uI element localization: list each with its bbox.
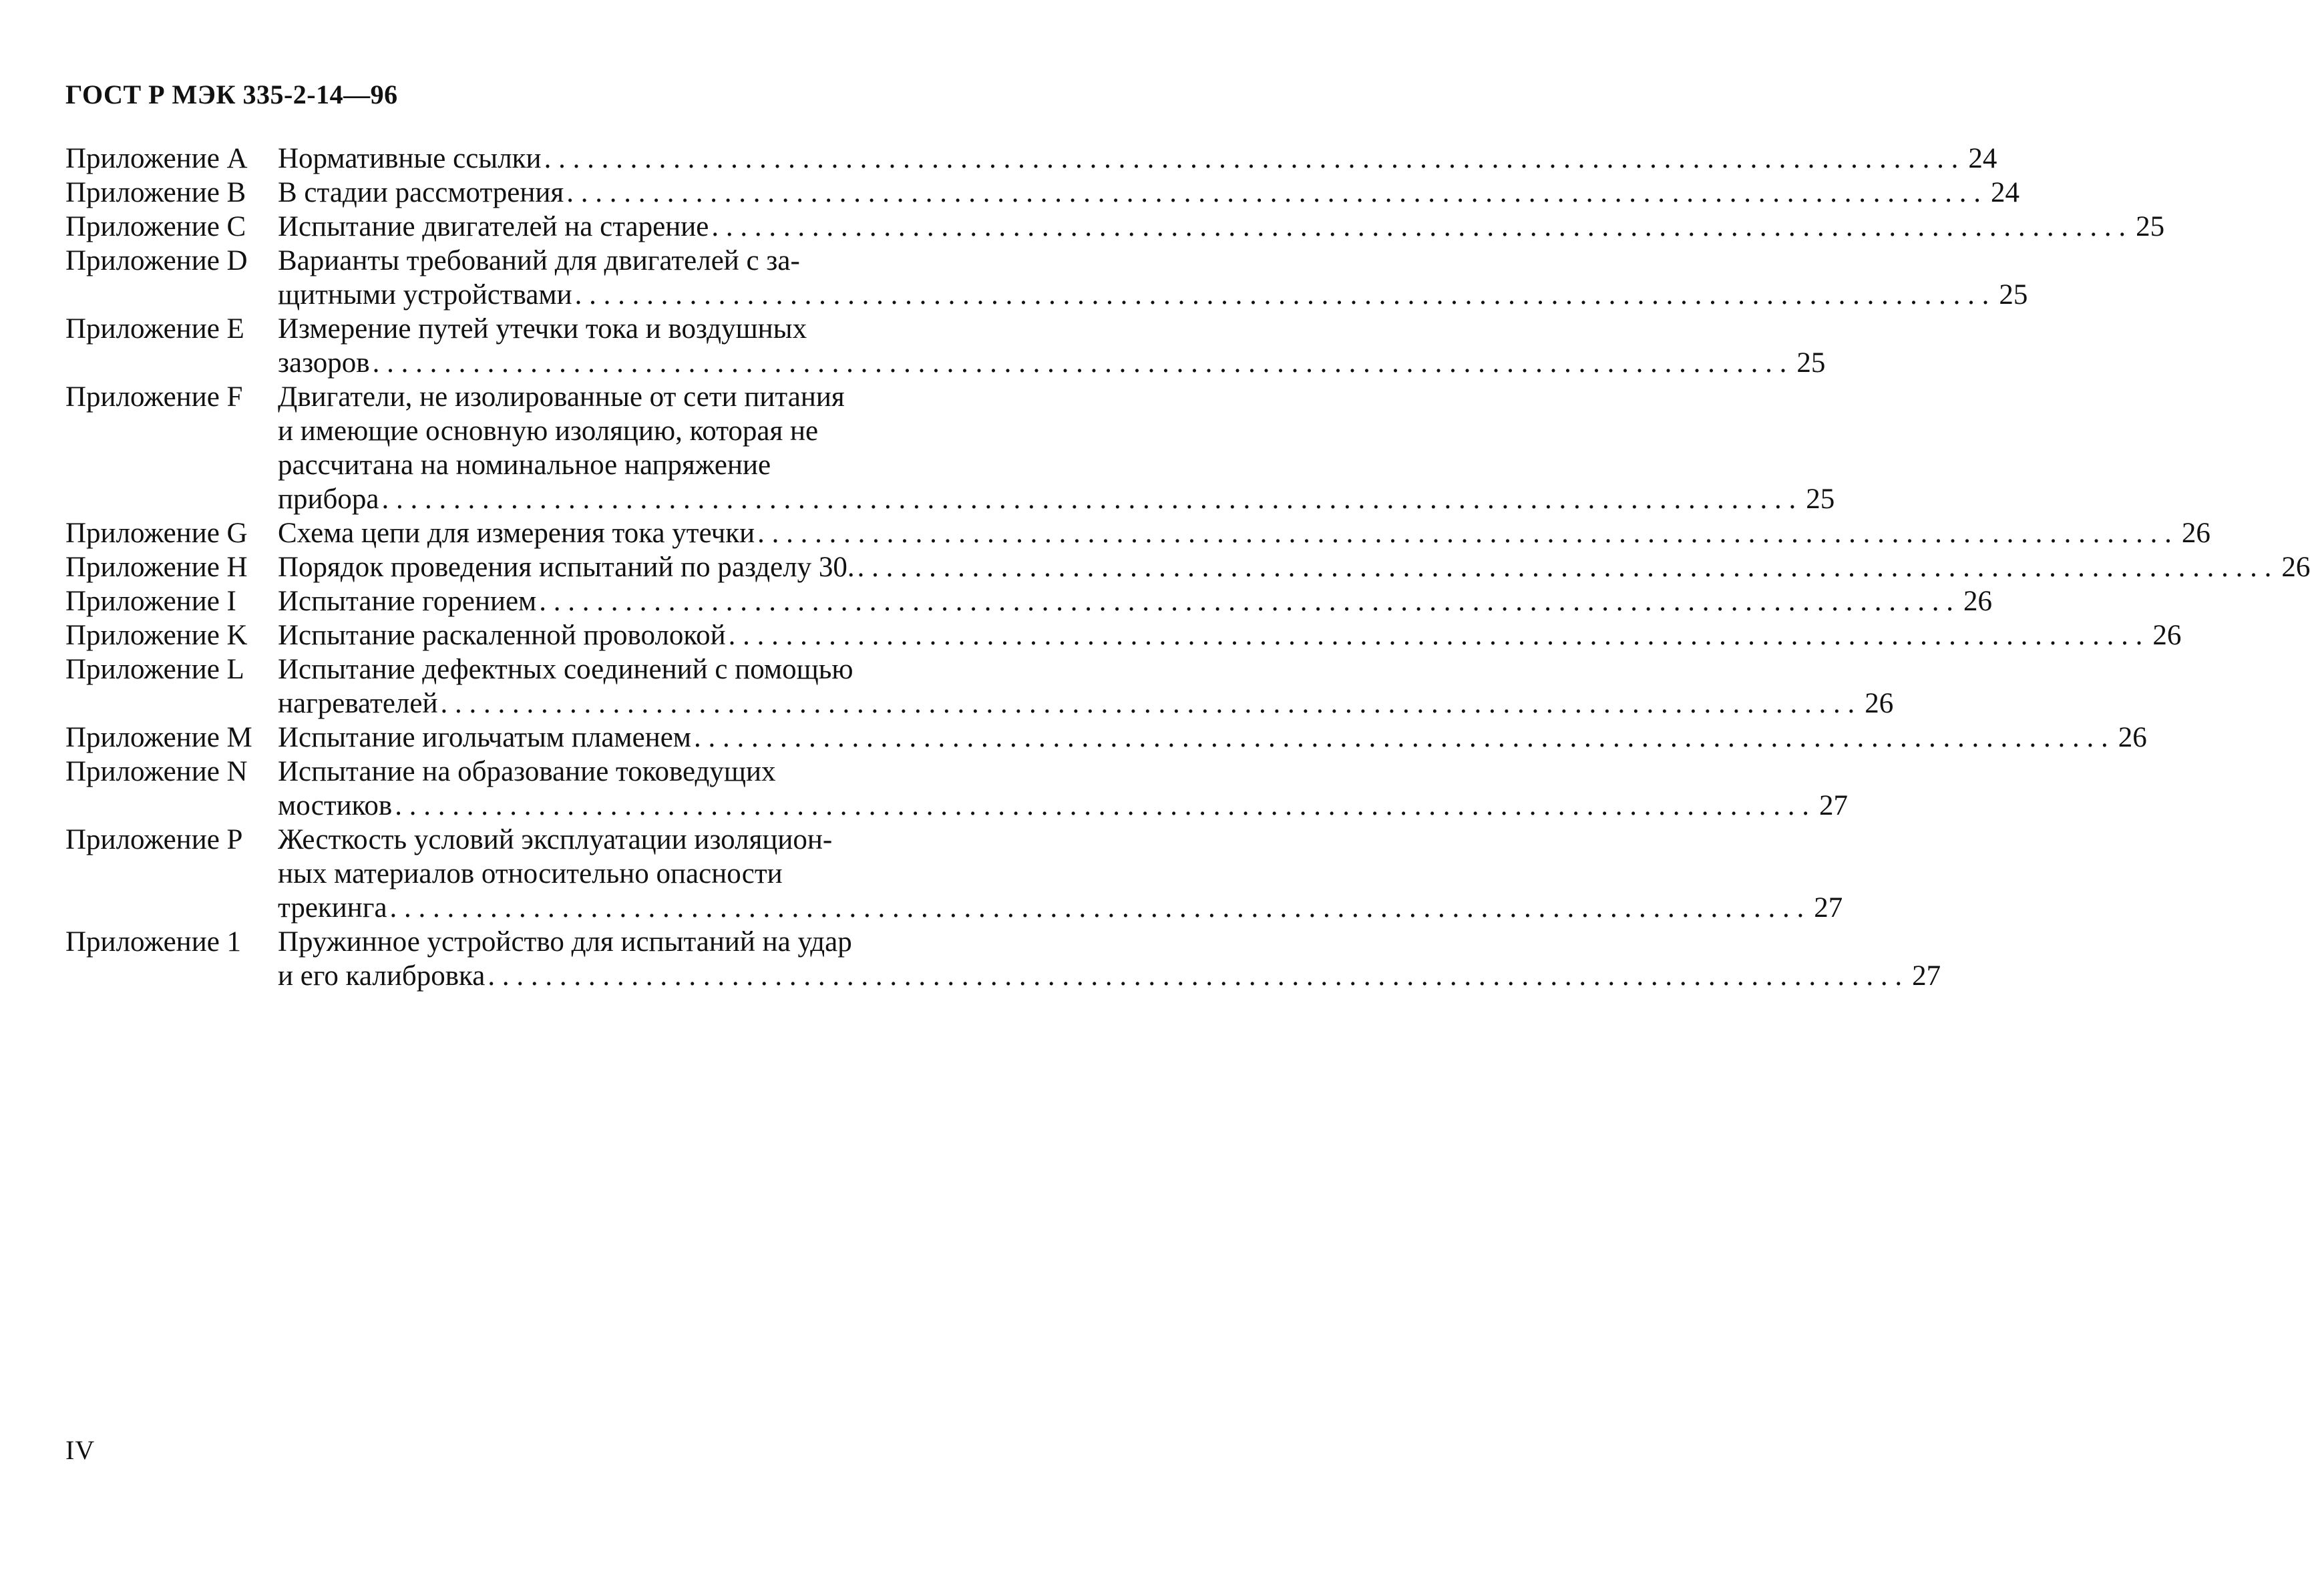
toc-entry-page: 25 — [1796, 347, 1826, 379]
toc-entry-title: В стадии рассмотрения — [278, 177, 564, 208]
toc-entry-title-line: Жесткость условий эксплуатации изоляцион- — [278, 824, 833, 855]
dot-leader — [711, 210, 2126, 244]
toc-entry-title-line: щитными устройствами — [278, 279, 572, 311]
toc-entry — [65, 652, 1894, 721]
toc-entry — [65, 312, 1826, 380]
toc-entry-label: Приложение G — [65, 518, 248, 549]
toc-entry-body — [278, 721, 2147, 755]
toc-entry-title-line: и его калибровка — [278, 960, 486, 992]
toc-entry-title-line: Испытание дефектных соединений с помощью — [278, 654, 853, 685]
toc-entry-page: 25 — [2136, 211, 2165, 242]
toc-entry-label: Приложение 1 — [65, 926, 242, 958]
toc-entry-title: Схема цепи для измерения тока утечки — [278, 518, 755, 549]
document-header: ГОСТ Р МЭК 335-2-14—96 — [65, 79, 398, 110]
toc-entry-title-line: прибора — [278, 483, 379, 515]
dot-leader — [729, 618, 2143, 652]
toc-entry — [65, 176, 2019, 210]
toc-entry-page: 26 — [2152, 620, 2182, 651]
toc-entry-label: Приложение B — [65, 177, 246, 208]
toc-entry-title-line: Испытание на образование токоведущих — [278, 756, 776, 787]
toc-entry-body — [278, 652, 1893, 721]
table-of-contents — [65, 142, 2310, 993]
toc-entry-title-line: зазоров — [278, 347, 370, 379]
dot-leader — [575, 278, 1989, 312]
toc-entry-title-line: Пружинное устройство для испытаний на удар — [278, 926, 852, 958]
dot-leader — [390, 891, 1804, 925]
toc-entry-title-line: трекинга — [278, 892, 387, 924]
toc-entry-label: Приложение K — [65, 620, 248, 651]
toc-entry-page: 27 — [1818, 790, 1848, 821]
dot-leader — [488, 959, 1902, 993]
toc-entry-body — [278, 823, 1843, 925]
toc-entry-body — [278, 516, 2210, 550]
toc-entry-title: Испытание горением — [278, 586, 537, 617]
toc-entry — [65, 823, 1843, 925]
toc-entry-title: Испытание раскаленной проволокой — [278, 620, 726, 651]
toc-entry-page: 27 — [1912, 960, 1941, 992]
toc-entry-title-line: и имеющие основную изоляцию, которая не — [278, 415, 819, 447]
dot-leader — [857, 550, 2272, 584]
toc-entry — [65, 721, 2147, 755]
toc-entry — [65, 210, 2165, 244]
toc-entry-body — [278, 618, 2181, 652]
toc-entry-title-line: ных материалов относительно опасности — [278, 858, 783, 889]
toc-entry-page: 26 — [1865, 688, 1894, 719]
toc-entry-page: 27 — [1814, 892, 1843, 924]
dot-leader — [757, 516, 2172, 550]
toc-entry-title: Порядок проведения испытаний по разделу 30. — [278, 552, 855, 583]
toc-entry — [65, 550, 2310, 584]
dot-leader — [382, 482, 1796, 516]
toc-entry — [65, 244, 2028, 312]
toc-entry — [65, 142, 1997, 176]
toc-entry-title-line: Измерение путей утечки тока и воздушных — [278, 313, 807, 345]
toc-entry — [65, 755, 1848, 823]
toc-entry-label: Приложение I — [65, 586, 236, 617]
toc-entry-page: 24 — [1990, 177, 2019, 208]
toc-entry — [65, 618, 2182, 652]
toc-entry-title-line: Двигатели, не изолированные от сети питания — [278, 381, 845, 413]
toc-entry-title: Нормативные ссылки — [278, 143, 542, 174]
toc-entry-page: 26 — [1963, 586, 1993, 617]
toc-entry — [65, 925, 1941, 993]
toc-entry-label: Приложение N — [65, 756, 248, 787]
toc-entry-label: Приложение P — [65, 824, 243, 855]
dot-leader — [566, 176, 1981, 210]
dot-leader — [539, 584, 1953, 618]
toc-entry-body — [278, 925, 1941, 993]
toc-entry-page: 26 — [2281, 552, 2310, 583]
toc-entry-body — [278, 210, 2164, 244]
toc-entry — [65, 516, 2210, 550]
toc-entry-body — [278, 380, 1835, 516]
toc-entry-title: Испытание игольчатым пламенем — [278, 722, 692, 753]
toc-entry-label: Приложение A — [65, 143, 248, 174]
dot-leader — [373, 346, 1787, 380]
dot-leader — [544, 142, 1959, 176]
toc-entry-label: Приложение D — [65, 245, 248, 276]
dot-leader — [440, 686, 1855, 721]
toc-entry-title-line: мостиков — [278, 790, 393, 821]
dot-leader — [395, 789, 1809, 823]
toc-entry-body — [278, 176, 2019, 210]
toc-entry-label: Приложение L — [65, 654, 244, 685]
toc-entry-body — [278, 312, 1825, 380]
toc-entry-title-line: рассчитана на номинальное напряжение — [278, 449, 771, 481]
toc-entry-page: 26 — [2181, 518, 2210, 549]
toc-entry-title: Испытание двигателей на старение — [278, 211, 709, 242]
toc-entry-label: Приложение H — [65, 552, 248, 583]
toc-entry — [65, 584, 1993, 618]
dot-leader — [694, 721, 2108, 755]
toc-entry-title-line: нагревателей — [278, 688, 438, 719]
toc-entry-title-line: Варианты требований для двигателей с за- — [278, 245, 800, 276]
toc-entry-body — [278, 244, 2028, 312]
page-number: IV — [65, 1435, 95, 1465]
toc-entry-body — [278, 584, 1992, 618]
toc-entry-body — [278, 550, 2310, 584]
toc-entry — [65, 380, 1835, 516]
toc-entry-body — [278, 142, 1997, 176]
toc-entry-label: Приложение C — [65, 211, 246, 242]
toc-entry-body — [278, 755, 1848, 823]
toc-entry-label: Приложение E — [65, 313, 244, 345]
toc-entry-page: 26 — [2118, 722, 2147, 753]
toc-entry-page: 25 — [1806, 483, 1835, 515]
toc-entry-label: Приложение M — [65, 722, 252, 753]
toc-entry-label: Приложение F — [65, 381, 243, 413]
toc-entry-page: 24 — [1968, 143, 1997, 174]
toc-entry-page: 25 — [1999, 279, 2028, 311]
